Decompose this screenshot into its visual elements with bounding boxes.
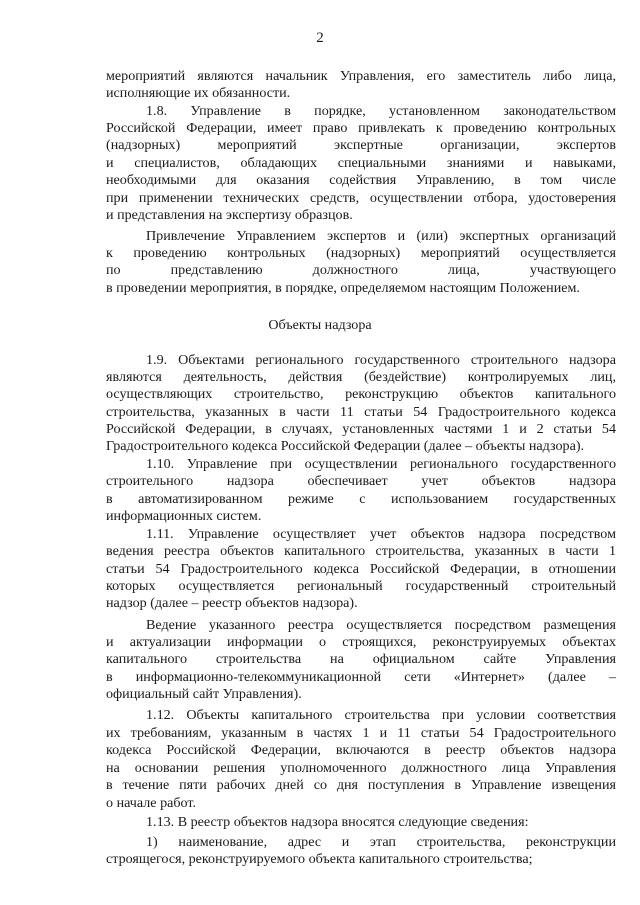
text-line: 1.11. Управление осуществляет учет объектов надзора посредством (146, 526, 616, 542)
text-line: строящегося, реконструируемого объекта капитального строительства; (106, 851, 533, 867)
text-line: при применении технических средств, осуществлении отбора, удостоверения (106, 190, 616, 206)
text-line: (надзорных) мероприятий экспертные организации, экспертов (106, 137, 616, 153)
text-line: осуществляющих строительство, реконструкцию объектов капитального (106, 386, 616, 402)
text-line: Привлечение Управлением экспертов и (или) экспертных организаций (146, 228, 616, 244)
text-line: в проведении мероприятия, в порядке, определяемом настоящим Положением. (106, 280, 580, 296)
text-line: исполняющие их обязанности. (106, 85, 291, 101)
text-line: строительства, указанных в части 11 статьи 54 Градостроительного кодекса (106, 404, 616, 420)
text-line: капитального строительства на официальном сайте Управления (106, 651, 616, 667)
text-line: которых осуществляется региональный государственный строительный (106, 578, 616, 594)
text-line: информационных систем. (106, 508, 262, 524)
text-line: мероприятий являются начальник Управления, его заместитель либо лица, (106, 68, 616, 84)
text-line: официальный сайт Управления). (106, 686, 302, 702)
text-line: 1.13. В реестр объектов надзора вносятся следующие сведения: (146, 814, 529, 830)
text-line: на основании решения уполномоченного должностного лица Управления (106, 760, 616, 776)
text-line: Градостроительного кодекса Российской Федерации (далее – объекты надзора). (106, 438, 585, 454)
text-line: 1) наименование, адрес и этап строительства, реконструкции (146, 834, 616, 850)
text-line: в автоматизированном режиме с использованием государственных (106, 491, 616, 507)
text-line: Российской Федерации, в случаях, установленных частями 1 и 2 статьи 54 (106, 421, 616, 437)
text-line: ведения реестра объектов капитального строительства, указанных в части 1 (106, 543, 616, 559)
text-line: и представления на экспертизу образцов. (106, 207, 353, 223)
text-line: в течение пяти рабочих дней со дня поступления в Управление извещения (106, 777, 616, 793)
text-line: их требованиям, указанным в частях 1 и 11 статьи 54 Градостроительного (106, 725, 616, 741)
text-line: 1.8. Управление в порядке, установленном законодательством (146, 103, 616, 119)
text-line: статьи 54 Градостроительного кодекса Российской Федерации, в отношении (106, 561, 616, 577)
text-line: и актуализации информации о строящихся, реконструируемых объектах (106, 634, 616, 650)
text-line: кодекса Российской Федерации, включаются в реестр объектов надзора (106, 742, 616, 758)
text-line: являются деятельность, действия (бездействие) контролируемых лиц, (106, 369, 616, 385)
text-line: строительного надзора обеспечивает учет объектов надзора (106, 473, 616, 489)
text-line: по представлению должностного лица, участвующего (106, 262, 616, 278)
text-line: Ведение указанного реестра осуществляется посредством размещения (146, 617, 616, 633)
text-line: 1.9. Объектами регионального государственного строительного надзора (146, 352, 616, 368)
text-line: необходимыми для оказания содействия Управлению, в том числе (106, 172, 616, 188)
text-line: 1.12. Объекты капитального строительства при условии соответствия (146, 707, 616, 723)
text-line: Российской Федерации, имеет право привлекать к проведению контрольных (106, 120, 616, 136)
text-line: 1.10. Управление при осуществлении регионального государственного (146, 456, 616, 472)
text-line: в информационно-телекоммуникационной сети «Интернет» (далее – (106, 669, 616, 685)
section-heading: Объекты надзора (268, 317, 372, 333)
text-line: надзор (далее – реестр объектов надзора). (106, 595, 358, 611)
text-line: и специалистов, обладающих специальными знаниями и навыками, (106, 155, 616, 171)
text-line: о начале работ. (106, 795, 197, 811)
text-line: к проведению контрольных (надзорных) мероприятий осуществляется (106, 245, 616, 261)
page-number: 2 (316, 30, 324, 46)
